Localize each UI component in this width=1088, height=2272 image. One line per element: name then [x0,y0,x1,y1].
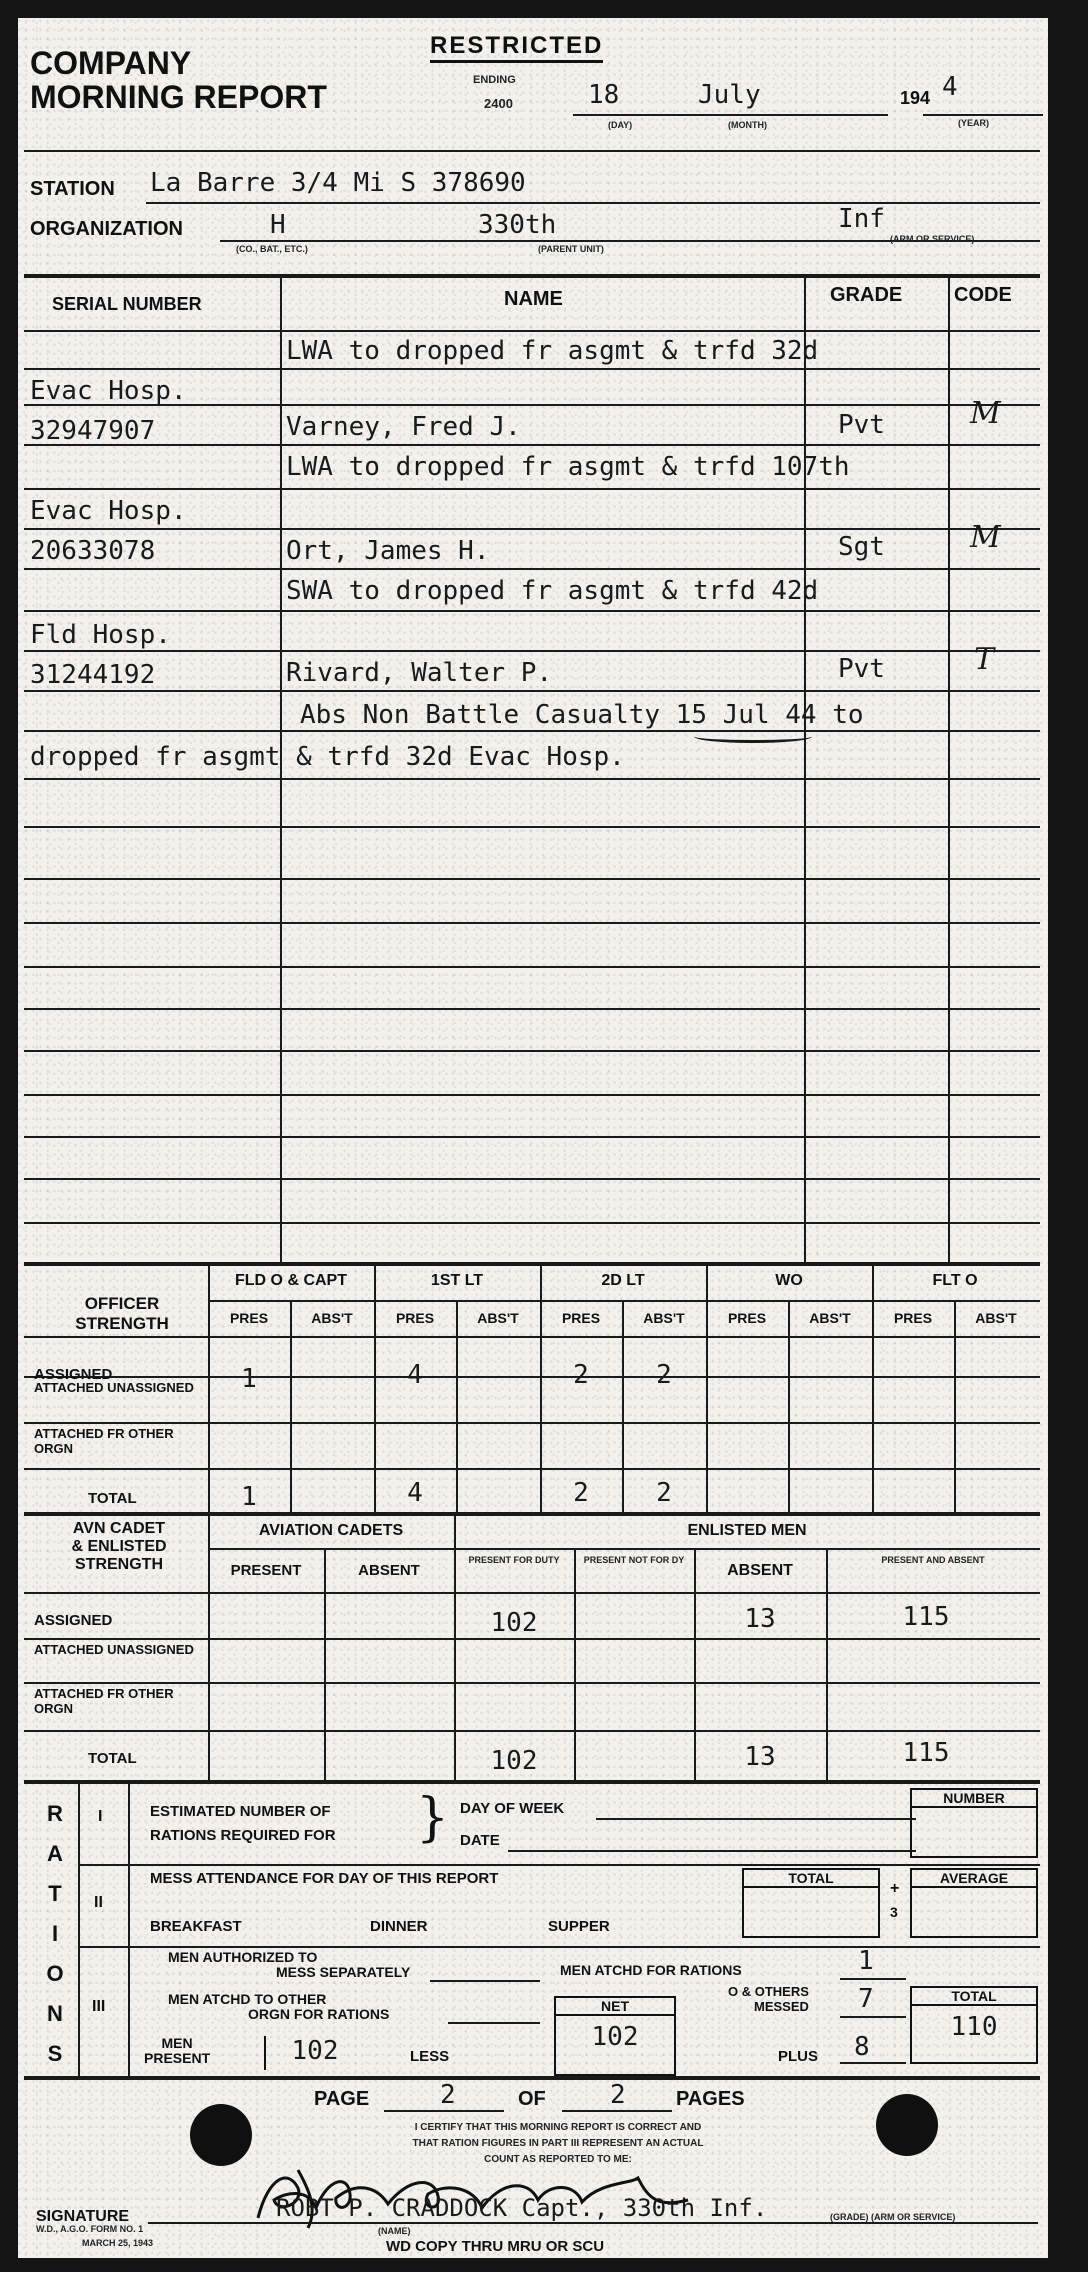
page-label: PAGE [314,2088,370,2110]
roster-line-11-serial: dropped fr asgmt & trfd 32d Evac Hosp. [30,742,625,772]
roster-line-9-code: T [974,642,995,677]
officer-sub-pres: PRES [561,1310,601,1326]
officer-sub-abst: ABS'T [809,1310,851,1326]
copy-note: WD COPY THRU MRU OR SCU [386,2238,605,2255]
dinner-label: DINNER [370,1918,428,1935]
station-value: La Barre 3/4 Mi S 378690 [150,168,526,198]
certification-line3: COUNT AS REPORTED TO ME: [484,2154,632,2165]
organization-arm: Inf [838,204,885,234]
officer-sub-pres: PRES [727,1310,767,1326]
pages-label: PAGES [676,2088,745,2110]
officer-row-total-label: TOTAL [88,1490,137,1507]
certification-line1: I CERTIFY THAT THIS MORNING REPORT IS CORRECT AND [414,2122,702,2133]
form-title [30,46,327,114]
form-title-line1: COMPANY [30,45,192,81]
date-underline-mark [694,730,812,743]
mess-total-box [742,1868,880,1938]
enlisted-present-not-for-dy-col: PRESENT NOT FOR DY [583,1555,685,1565]
enlisted-title-line1: AVN CADET [72,1520,166,1537]
roster-line-9-grade: Pvt [838,654,885,684]
men-authorized-label-line1: MEN AUTHORIZED TO [168,1949,318,1965]
form-title-line2: MORNING REPORT [30,79,327,115]
roster-line-8-serial: Fld Hosp. [30,620,171,650]
men-atchd-other-label [168,1992,389,2022]
enlisted-present-and-absent-col: PRESENT AND ABSENT [881,1555,985,1565]
men-present-label [144,2036,210,2066]
officer-total-2d-pres: 2 [573,1478,589,1508]
roster-line-3-grade: Pvt [838,410,885,440]
signature-label: SIGNATURE [36,2208,130,2225]
plus-label: PLUS [778,2048,819,2065]
number-box [910,1788,1038,1858]
grade-caption: (GRADE) (ARM OR SERVICE) [830,2212,956,2222]
o-others-label [728,1984,809,2014]
net-label: NET [556,1998,674,2016]
rations-total-box [910,1986,1038,2064]
aviation-cadets-header: AVIATION CADETS [258,1522,404,1539]
officer-sub-abst: ABS'T [311,1310,353,1326]
signer-name: ROBT P. CRADDOCK Capt., 330th Inf. [276,2194,768,2222]
side-letter: I [51,1921,59,1946]
name-header: NAME [504,288,563,310]
officer-group-1st-lt: 1ST LT [430,1272,484,1289]
officer-assigned-fld-pres: 1 [241,1364,257,1394]
supper-label: SUPPER [548,1918,610,1935]
enlisted-row-total-label: TOTAL [88,1750,137,1767]
o-others-label-line2: MESSED [754,1999,809,2014]
enlisted-title-line2: & ENLISTED [71,1538,167,1555]
organization-company: H [270,210,286,240]
officer-sub-abst: ABS'T [975,1310,1017,1326]
enlisted-total-total: 115 [902,1738,950,1768]
section-1-text-line2: RATIONS REQUIRED FOR [150,1827,336,1844]
officer-total-fld-pres: 1 [241,1482,257,1512]
code-header: CODE [954,284,1012,306]
section-2-numeral: II [94,1894,103,1911]
section-1-text [150,1800,336,1848]
roster-line-4-name: LWA to dropped fr asgmt & trfd 107th [286,452,850,482]
o-others-value: 7 [858,1984,874,2014]
men-atchd-other-label-line2: ORGN FOR RATIONS [248,2006,390,2022]
officer-group-fld-capt: FLD O & CAPT [235,1272,347,1289]
enlisted-total-present-for-duty: 102 [490,1746,538,1776]
time-label: 2400 [484,96,513,111]
roster-line-2-serial: Evac Hosp. [30,376,187,406]
number-box-label: NUMBER [912,1790,1036,1808]
cadets-present-col: PRESENT [230,1562,302,1579]
net-box [554,1996,676,2076]
men-authorized-label-line2: MESS SEPARATELY [276,1964,411,1980]
roster-line-9-serial: 31244192 [30,660,156,690]
mess-divisor: 3 [890,1904,898,1920]
enlisted-present-for-duty-col: PRESENT FOR DUTY [468,1555,560,1565]
form-date: MARCH 25, 1943 [82,2238,154,2248]
section-1-brace: } [416,1788,450,1848]
of-label: OF [518,2088,546,2110]
roster-line-3-code: M [970,396,1001,431]
plus-value: 8 [854,2032,870,2062]
handwritten-signature [238,2148,778,2238]
officer-row-attached-fr-label: ATTACHED FR OTHER ORGN [34,1426,174,1456]
side-letter: T [48,1881,62,1906]
breakfast-label: BREAKFAST [150,1918,242,1935]
enlisted-men-header: ENLISTED MEN [687,1522,807,1539]
mess-plus-sign: + [890,1880,900,1897]
company-caption: (CO., BAT., ETC.) [236,244,308,254]
officer-assigned-1st-pres: 4 [407,1360,423,1390]
enlisted-title-line3: STRENGTH [75,1556,163,1573]
binder-hole-right [876,2094,938,2156]
roster-line-10-name: Abs Non Battle Casualty 15 Jul 44 to [300,700,864,730]
men-authorized-label [168,1950,410,1980]
mess-total-label: TOTAL [744,1870,878,1888]
side-letter: O [46,1961,64,1986]
officer-assigned-2d-pres: 2 [573,1360,589,1390]
roster-line-3-serial: 32947907 [30,416,156,446]
month-caption: (MONTH) [728,120,767,130]
roster-line-6-serial: 20633078 [30,536,156,566]
grade-header: GRADE [830,284,903,306]
station-label: STATION [30,178,115,200]
officer-strength-title-line1: OFFICER [84,1294,160,1313]
roster-line-3-name: Varney, Fred J. [286,412,521,442]
roster-line-9-name: Rivard, Walter P. [286,658,553,688]
men-present-label-line1: MEN [161,2035,193,2051]
enlisted-row-attached-unassigned-label: ATTACHED UNASSIGNED [34,1642,194,1657]
o-others-label-line1: O & OTHERS [728,1984,809,1999]
atchd-for-rations-label: MEN ATCHD FOR RATIONS [560,1962,742,1978]
ending-label: ENDING [473,74,516,86]
officer-assigned-2d-abst: 2 [656,1360,672,1390]
net-value: 102 [591,2022,639,2052]
enlisted-assigned-present-for-duty: 102 [490,1608,538,1638]
mess-attendance-title: MESS ATTENDANCE FOR DAY OF THIS REPORT [150,1870,499,1887]
report-month: July [698,80,761,110]
name-caption: (NAME) [378,2226,411,2236]
side-letter: R [47,1801,63,1826]
officer-strength-title-line2: STRENGTH [75,1314,169,1333]
classification-label: RESTRICTED [430,32,603,63]
cadets-absent-col: ABSENT [358,1562,420,1579]
less-label: LESS [410,2048,450,2065]
rations-side-letters [40,1794,70,2074]
day-of-week-label: DAY OF WEEK [460,1800,565,1817]
form-number: W.D., A.G.O. FORM NO. 1 [36,2224,144,2234]
page-number: 2 [440,2080,456,2110]
year-prefix: 194 [900,88,931,108]
rations-total-value: 110 [950,2012,998,2042]
men-present-box [264,2036,364,2070]
section-1-text-line1: ESTIMATED NUMBER OF [150,1803,331,1820]
officer-row-attached-unassigned-label: ATTACHED UNASSIGNED [34,1380,194,1395]
men-present-value: 102 [291,2036,339,2066]
roster-line-6-grade: Sgt [838,532,885,562]
organization-label: ORGANIZATION [30,218,183,240]
officer-group-flt-o: FLT O [932,1272,978,1289]
rations-total-label: TOTAL [912,1988,1036,2006]
atchd-for-rations-value: 1 [858,1946,874,1976]
enlisted-assigned-absent: 13 [744,1604,776,1634]
roster-line-1-name: LWA to dropped fr asgmt & trfd 32d [286,336,819,366]
section-1-numeral: I [98,1808,103,1825]
average-label: AVERAGE [912,1870,1036,1888]
date-label: DATE [460,1832,500,1849]
officer-sub-pres: PRES [395,1310,435,1326]
pages-total: 2 [610,2080,626,2110]
roster-line-5-serial: Evac Hosp. [30,496,187,526]
men-atchd-other-label-line1: MEN ATCHD TO OTHER [168,1991,327,2007]
men-present-label-line2: PRESENT [144,2050,211,2066]
average-box [910,1868,1038,1938]
roster-line-6-code: M [970,520,1001,555]
officer-group-2d-lt: 2D LT [601,1272,645,1289]
enlisted-row-assigned-label: ASSIGNED [34,1612,113,1629]
officer-sub-pres: PRES [893,1310,933,1326]
enlisted-assigned-total: 115 [902,1602,950,1632]
serial-header: SERIAL NUMBER [52,294,202,314]
organization-parent-unit: 330th [478,210,557,240]
year-caption: (YEAR) [958,118,989,128]
parent-caption: (PARENT UNIT) [538,244,604,254]
year-digit: 4 [942,72,958,102]
officer-row-assigned-label: ASSIGNED [34,1366,113,1383]
side-letter: N [47,2001,63,2026]
officer-sub-pres: PRES [229,1310,269,1326]
arm-caption: (ARM OR SERVICE) [890,234,975,244]
roster-line-7-name: SWA to dropped fr asgmt & trfd 42d [286,576,819,606]
enlisted-row-attached-fr-label: ATTACHED FR OTHER ORGN [34,1686,174,1716]
morning-report-form [18,18,1048,2258]
report-day: 18 [588,80,620,110]
officer-group-wo: WO [775,1272,803,1289]
enlisted-strength-title [34,1520,204,1574]
section-3-numeral: III [92,1998,106,2015]
day-caption: (DAY) [608,120,633,130]
enlisted-total-absent: 13 [744,1742,776,1772]
officer-total-2d-abst: 2 [656,1478,672,1508]
officer-sub-abst: ABS'T [477,1310,519,1326]
officer-strength-title [42,1294,202,1334]
side-letter: S [47,2041,63,2066]
certification-line2: THAT RATION FIGURES IN PART III REPRESENT AN ACTUAL [412,2138,704,2149]
officer-total-1st-pres: 4 [407,1478,423,1508]
enlisted-absent-col: ABSENT [727,1562,793,1579]
roster-line-6-name: Ort, James H. [286,536,490,566]
side-letter: A [47,1841,63,1866]
officer-sub-abst: ABS'T [643,1310,685,1326]
